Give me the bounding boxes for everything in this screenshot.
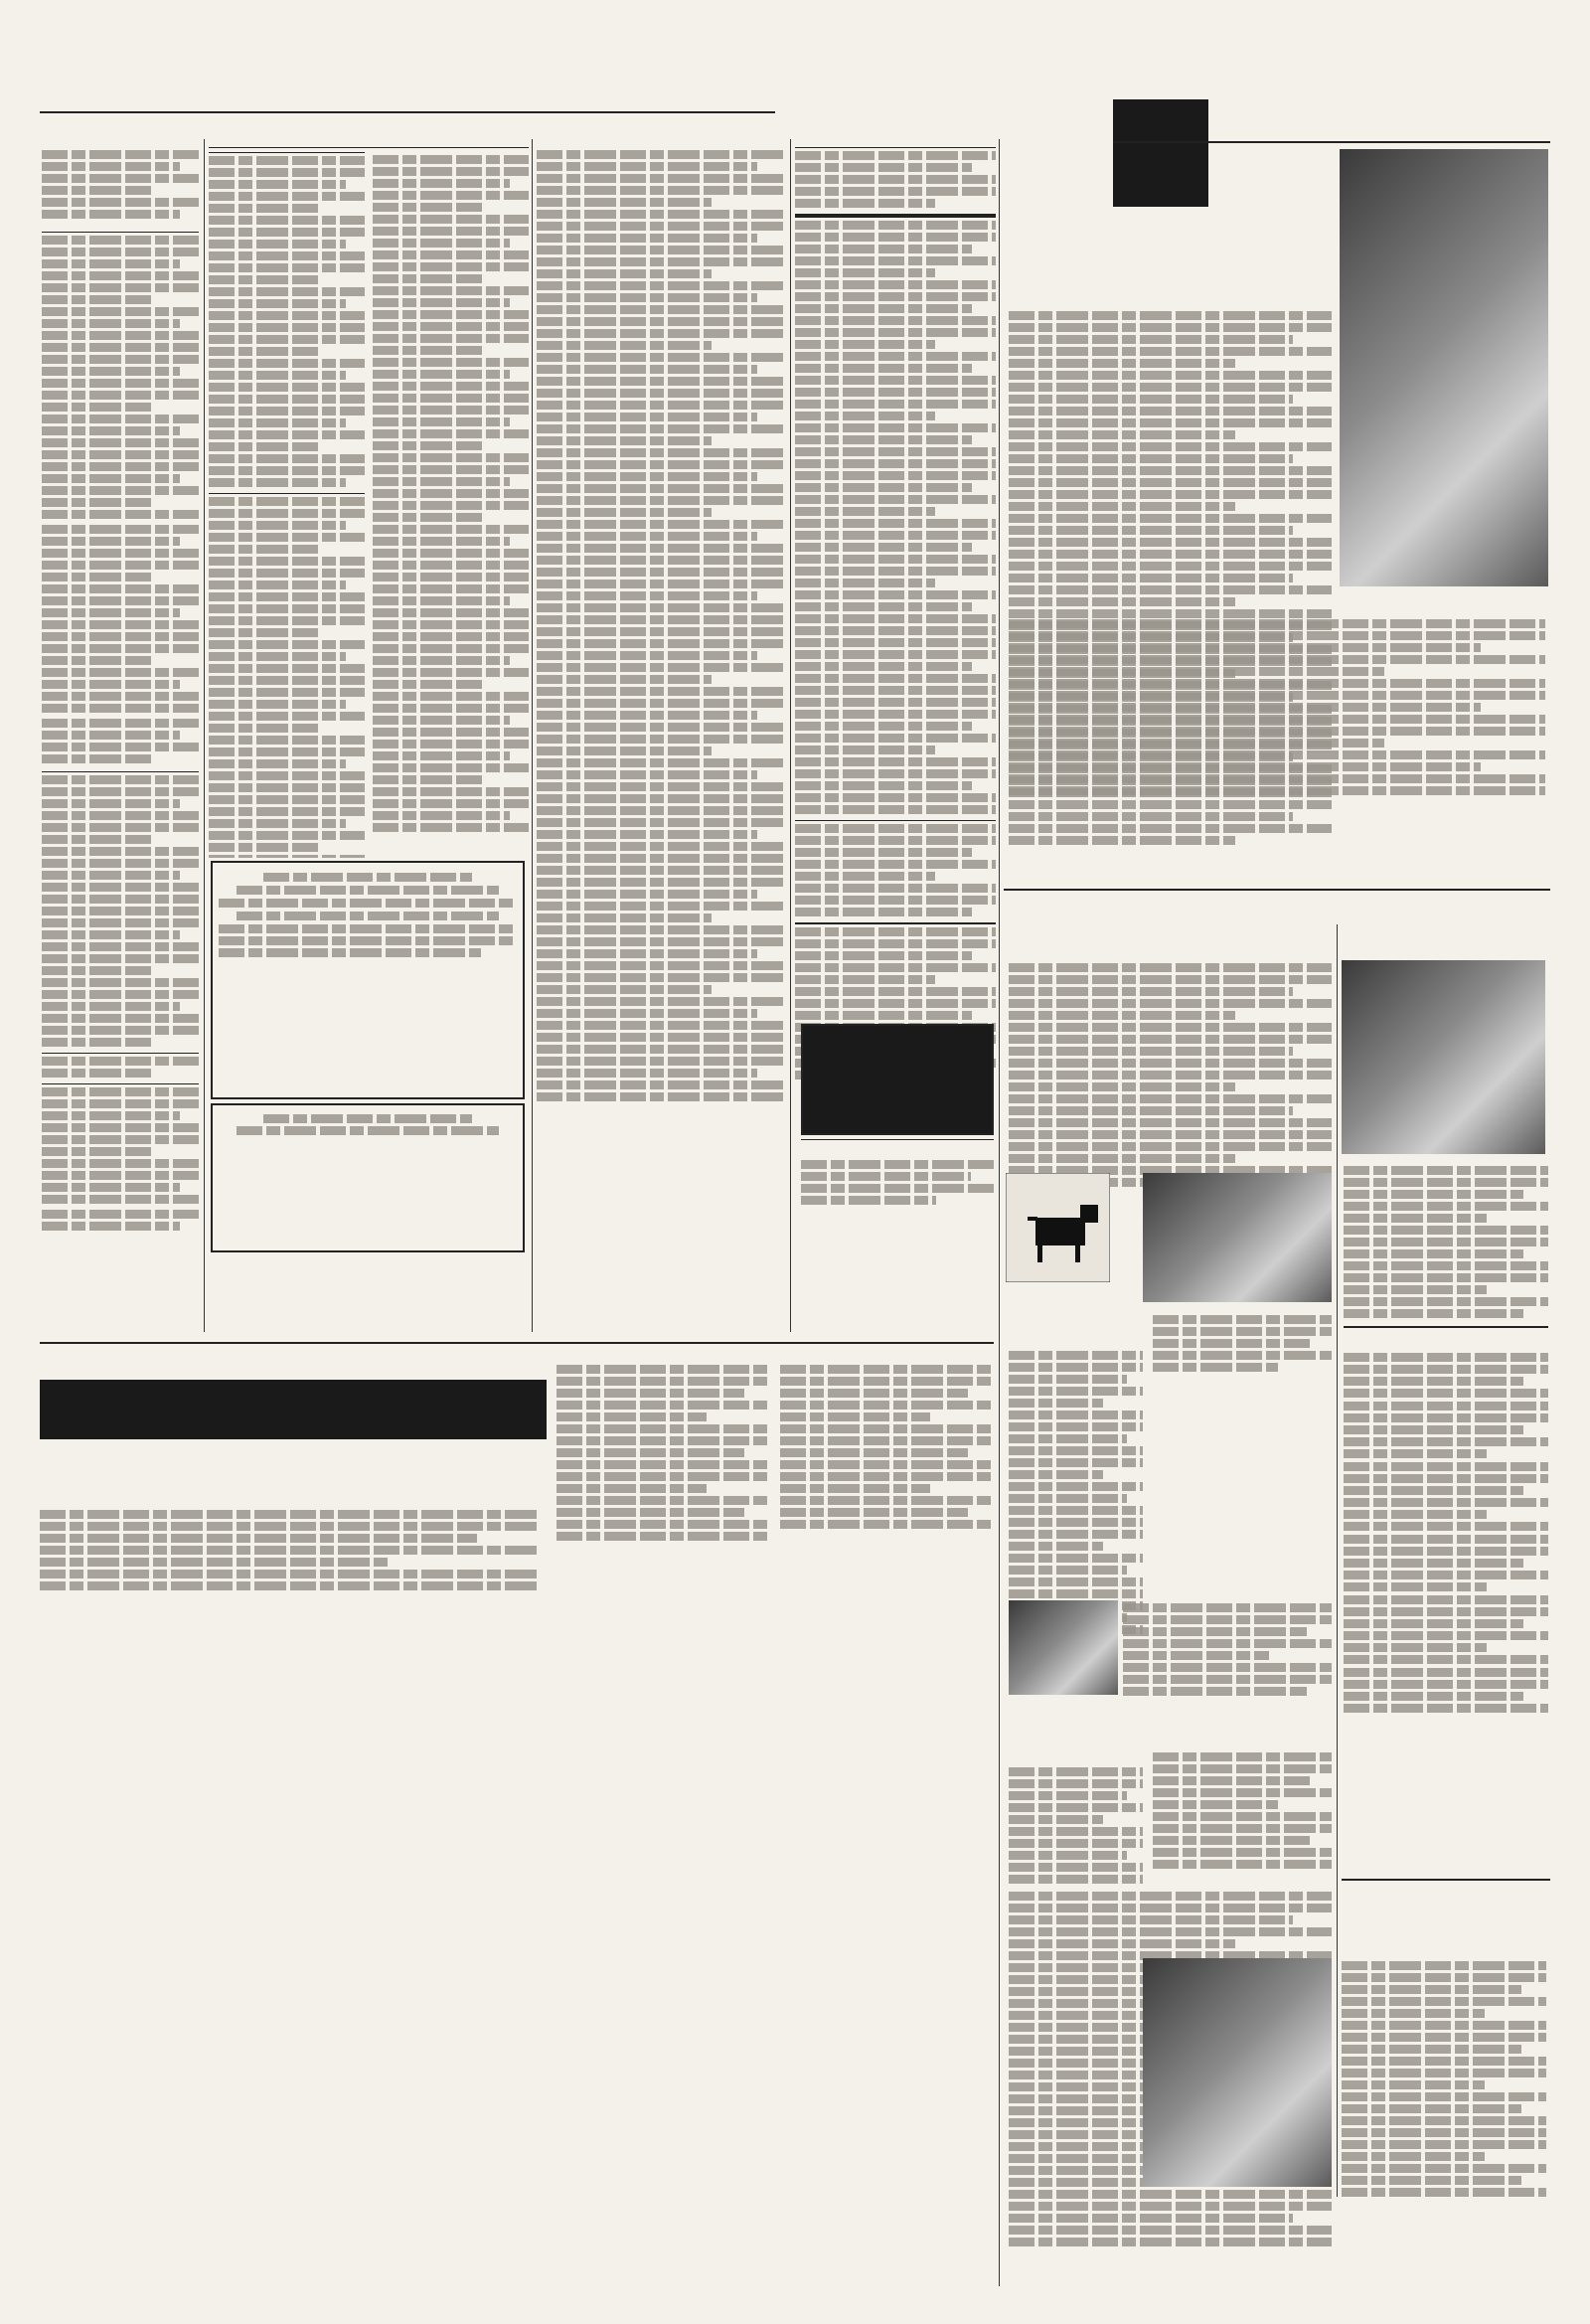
kanis-photo-2 <box>1009 1600 1118 1695</box>
afrodisia-header <box>801 1139 994 1140</box>
announcements-column <box>537 147 787 1260</box>
radio-header <box>42 232 199 233</box>
iko-header <box>42 1083 199 1084</box>
announcements-header <box>795 147 996 148</box>
diamond-photo <box>1143 1958 1332 2187</box>
village-aias-ad <box>211 861 525 1099</box>
theaters-header <box>209 147 529 148</box>
dog-icon <box>1006 1173 1110 1282</box>
hospitals-header <box>42 1053 199 1054</box>
thanks-header <box>795 820 996 821</box>
hours-logo <box>1113 99 1208 207</box>
kanis-photo <box>1143 1173 1332 1302</box>
porto-rafti-ad <box>801 1024 994 1135</box>
masthead-title <box>40 78 775 137</box>
pharmacies-header <box>42 771 199 772</box>
hours-number <box>1113 99 1208 207</box>
fashion-headline <box>1009 235 1327 253</box>
palmer-school-ad <box>211 1103 525 1252</box>
cinema-subheader <box>209 493 365 494</box>
theaters-block <box>209 147 529 858</box>
novel-title <box>40 1380 547 1439</box>
kanis-drawing <box>1006 1173 1110 1282</box>
cosmetics-header <box>795 214 996 218</box>
left-column <box>42 147 199 1330</box>
fashion-photo <box>1340 149 1548 586</box>
stone-photo <box>1342 960 1545 1154</box>
theater-subheader <box>209 152 365 153</box>
sale-header <box>795 922 996 924</box>
